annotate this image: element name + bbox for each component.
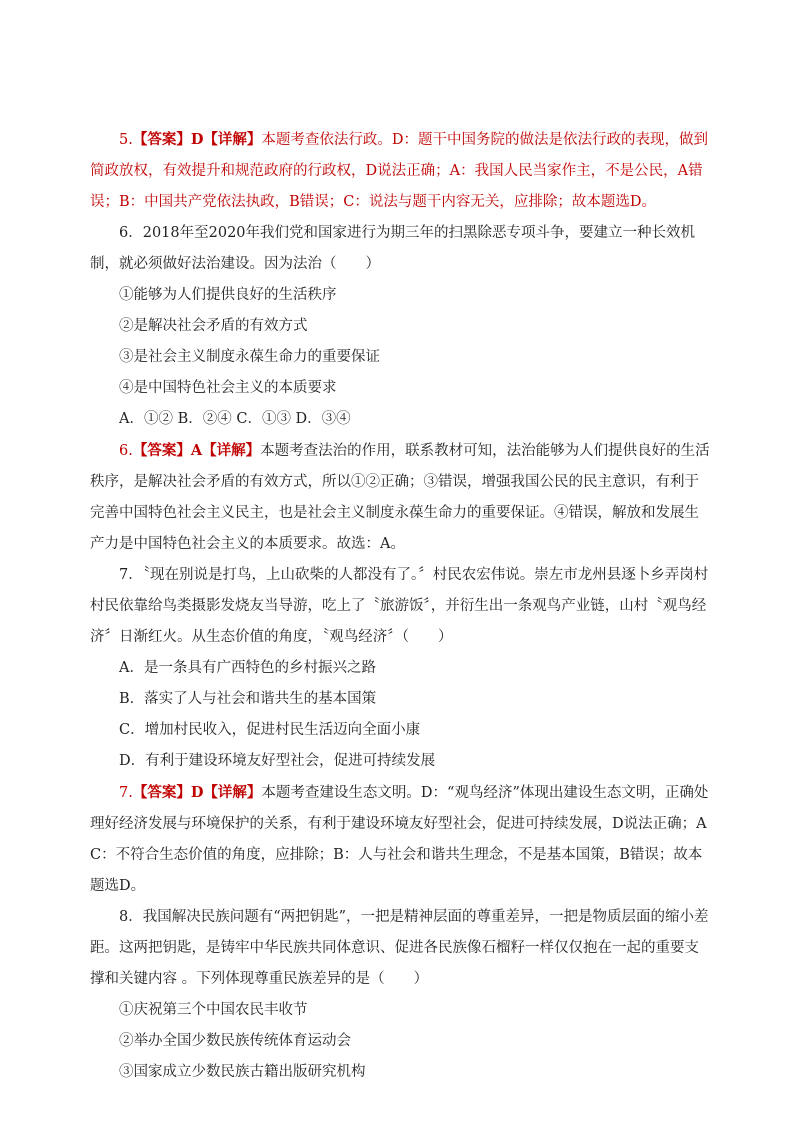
answer-tag: 【答案】 xyxy=(132,442,191,459)
option-6-1: ①能够为人们提供良好的生活秩序 xyxy=(119,287,337,303)
answer-number: 5. xyxy=(119,132,133,148)
option-7-a: A．是一条具有广西特色的乡村振兴之路 xyxy=(119,660,376,676)
option-6-2: ②是解决社会矛盾的有效方式 xyxy=(119,318,308,334)
answer-6 xyxy=(90,435,710,560)
answer-letter: D xyxy=(190,784,204,801)
choices-6: A．①② B．②④ C．①③ D．③④ xyxy=(119,411,351,427)
option-8-3: ③国家成立少数民族古籍出版研究机构 xyxy=(119,1064,366,1080)
answer-tag: 【答案】 xyxy=(132,131,191,148)
question-7: 7．〝现在别说是打鸟，上山砍柴的人都没有了。〞村民农宏伟说。崇左市龙州县逐卜乡弄岗村村民依靠给鸟类摄影发烧友当导游，吃上了〝旅游饭〞，并衍生出一条观鸟产业链，山村〝观鸟经济〞日渐红火。从生态价值的角度，〝观鸟经济〞（ ） xyxy=(90,567,709,645)
answer-tag: 【答案】 xyxy=(132,784,191,801)
answer-number: 6. xyxy=(119,443,133,459)
option-6-3: ③是社会主义制度永葆生命力的重要保证 xyxy=(119,349,380,365)
answer-letter: A xyxy=(190,442,203,459)
option-7-b: B．落实了人与社会和谐共生的基本国策 xyxy=(119,691,377,707)
question-6: 6．2018年至2020年我们党和国家进行为期三年的扫黑除恶专项斗争，要建立一种长效机制，就必须做好法治建设。因为法治（ ） xyxy=(90,225,696,272)
detail-tag: 【详解】 xyxy=(203,784,262,801)
answer-text: 本题考查法治的作用，联系教材可知，法治能够为人们提供良好的生活秩序，是解决社会矛盾的有效方式，所以①②正确；③错误，增强我国公民的民主意识，有利于完善中国特色社会主义民主，也是社会主义制度永葆生命力的重要保证。④错误，解放和发展生产力是中国特色社会主义的本质要求。故选：A。 xyxy=(90,443,710,552)
option-8-1: ①庆祝第三个中国农民丰收节 xyxy=(119,1002,308,1018)
answer-letter: D xyxy=(190,131,204,148)
answer-text: 本题考查建设生态文明。D：“观鸟经济”体现出建设生态文明，正确处理好经济发展与环境保护的关系，有利于建设环境友好型社会，促进可持续发展，D说法正确；AC：不符合生态价值的角度，应排除；B：人与社会和谐共生理念，不是基本国策，B错误；故本题选D。 xyxy=(90,785,709,894)
answer-7 xyxy=(90,777,710,902)
answer-text: 本题考查依法行政。D：题干中国务院的做法是依法行政的表现，做到简政放权，有效提升和规范政府的行政权，D说法正确；A：我国人民当家作主，不是公民，A错误；B：中国共产党依法执政，B错误；C：说法与题干内容无关，应排除；故本题选D。 xyxy=(90,132,709,210)
detail-tag: 【详解】 xyxy=(203,131,262,148)
option-6-4: ④是中国特色社会主义的本质要求 xyxy=(119,380,337,396)
option-8-2: ②举办全国少数民族传统体育运动会 xyxy=(119,1033,351,1049)
answer-5 xyxy=(90,124,710,218)
option-7-d: D．有利于建设环境友好型社会，促进可持续发展 xyxy=(119,753,436,769)
detail-tag: 【详解】 xyxy=(202,442,261,459)
question-8: 8．我国解决民族问题有“两把钥匙”，一把是精神层面的尊重差异，一把是物质层面的缩小差距。这两把钥匙，是铸牢中华民族共同体意识、促进各民族像石榴籽一样仅仅抱在一起的重要支撑和关键内容 。下列体现尊重民族差异的是（ ） xyxy=(90,909,709,987)
option-7-c: C．增加村民收入，促进村民生活迈向全面小康 xyxy=(119,722,421,738)
answer-number: 7. xyxy=(119,785,133,801)
